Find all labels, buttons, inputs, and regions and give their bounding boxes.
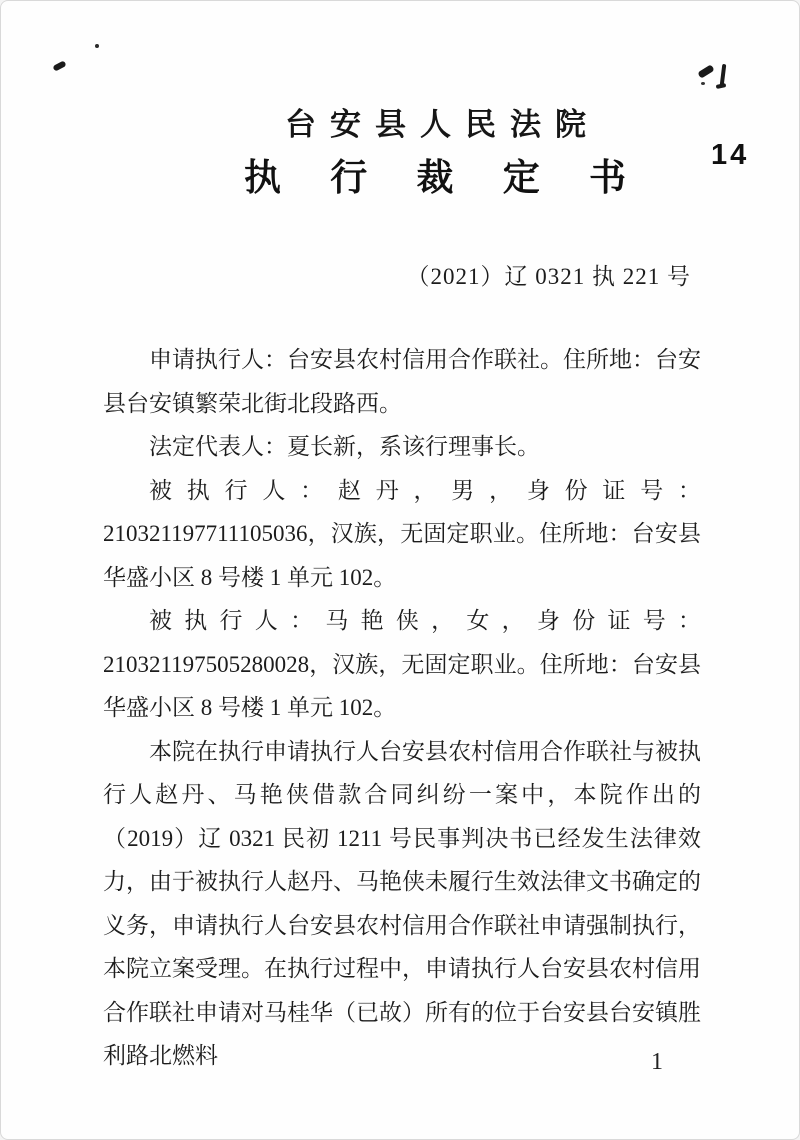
paragraph-respondent-1: 被执行人：赵丹，男，身份证号：210321197711105036，汉族，无固定职业。住所地：台安县华盛小区 8 号楼 1 单元 102。 [103,477,701,590]
document-type-title: 执 行 裁 定 书 [244,158,646,199]
ink-speck-top-left [52,60,66,71]
document-body [103,338,701,1078]
corner-sheet-number: 14 [711,139,750,171]
paragraph-applicant: 申请执行人：台安县农村信用合作联社。住所地：台安县台安镇繁荣北街北段路西。 [103,347,701,416]
ink-speck-top-right [697,64,714,78]
ink-dot-top-left [95,44,99,48]
ink-dot-top-right [701,82,705,85]
ink-stroke-foot-top-right [716,83,727,89]
court-name-title: 台安县人民法院 [285,107,600,142]
page-number: 1 [651,1049,663,1075]
case-number: （2021）辽 0321 执 221 号 [406,264,691,289]
paragraph-ruling-body: 本院在执行申请执行人台安县农村信用合作联社与被执行人赵丹、马艳侠借款合同纠纷一案中，本院作出的（2019）辽 0321 民初 1211 号民事判决书已经发生法律效力，由于被执行人赵丹、马艳侠未履行生效法律文书确定的义务，申请执行人台安县农村信用合作联社申请强制执行，本院立案受理。在执行过程中，申请执行人台安县农村信用合作联社申请对马桂华（已故）所有的位于台安县台安镇胜利路北燃料 [103,738,701,1068]
paragraph-respondent-2: 被执行人：马艳侠，女，身份证号：210321197505280028，汉族，无固定职业。住所地：台安县华盛小区 8 号楼 1 单元 102。 [103,608,701,720]
paragraph-legal-representative: 法定代表人：夏长新，系该行理事长。 [149,434,540,459]
